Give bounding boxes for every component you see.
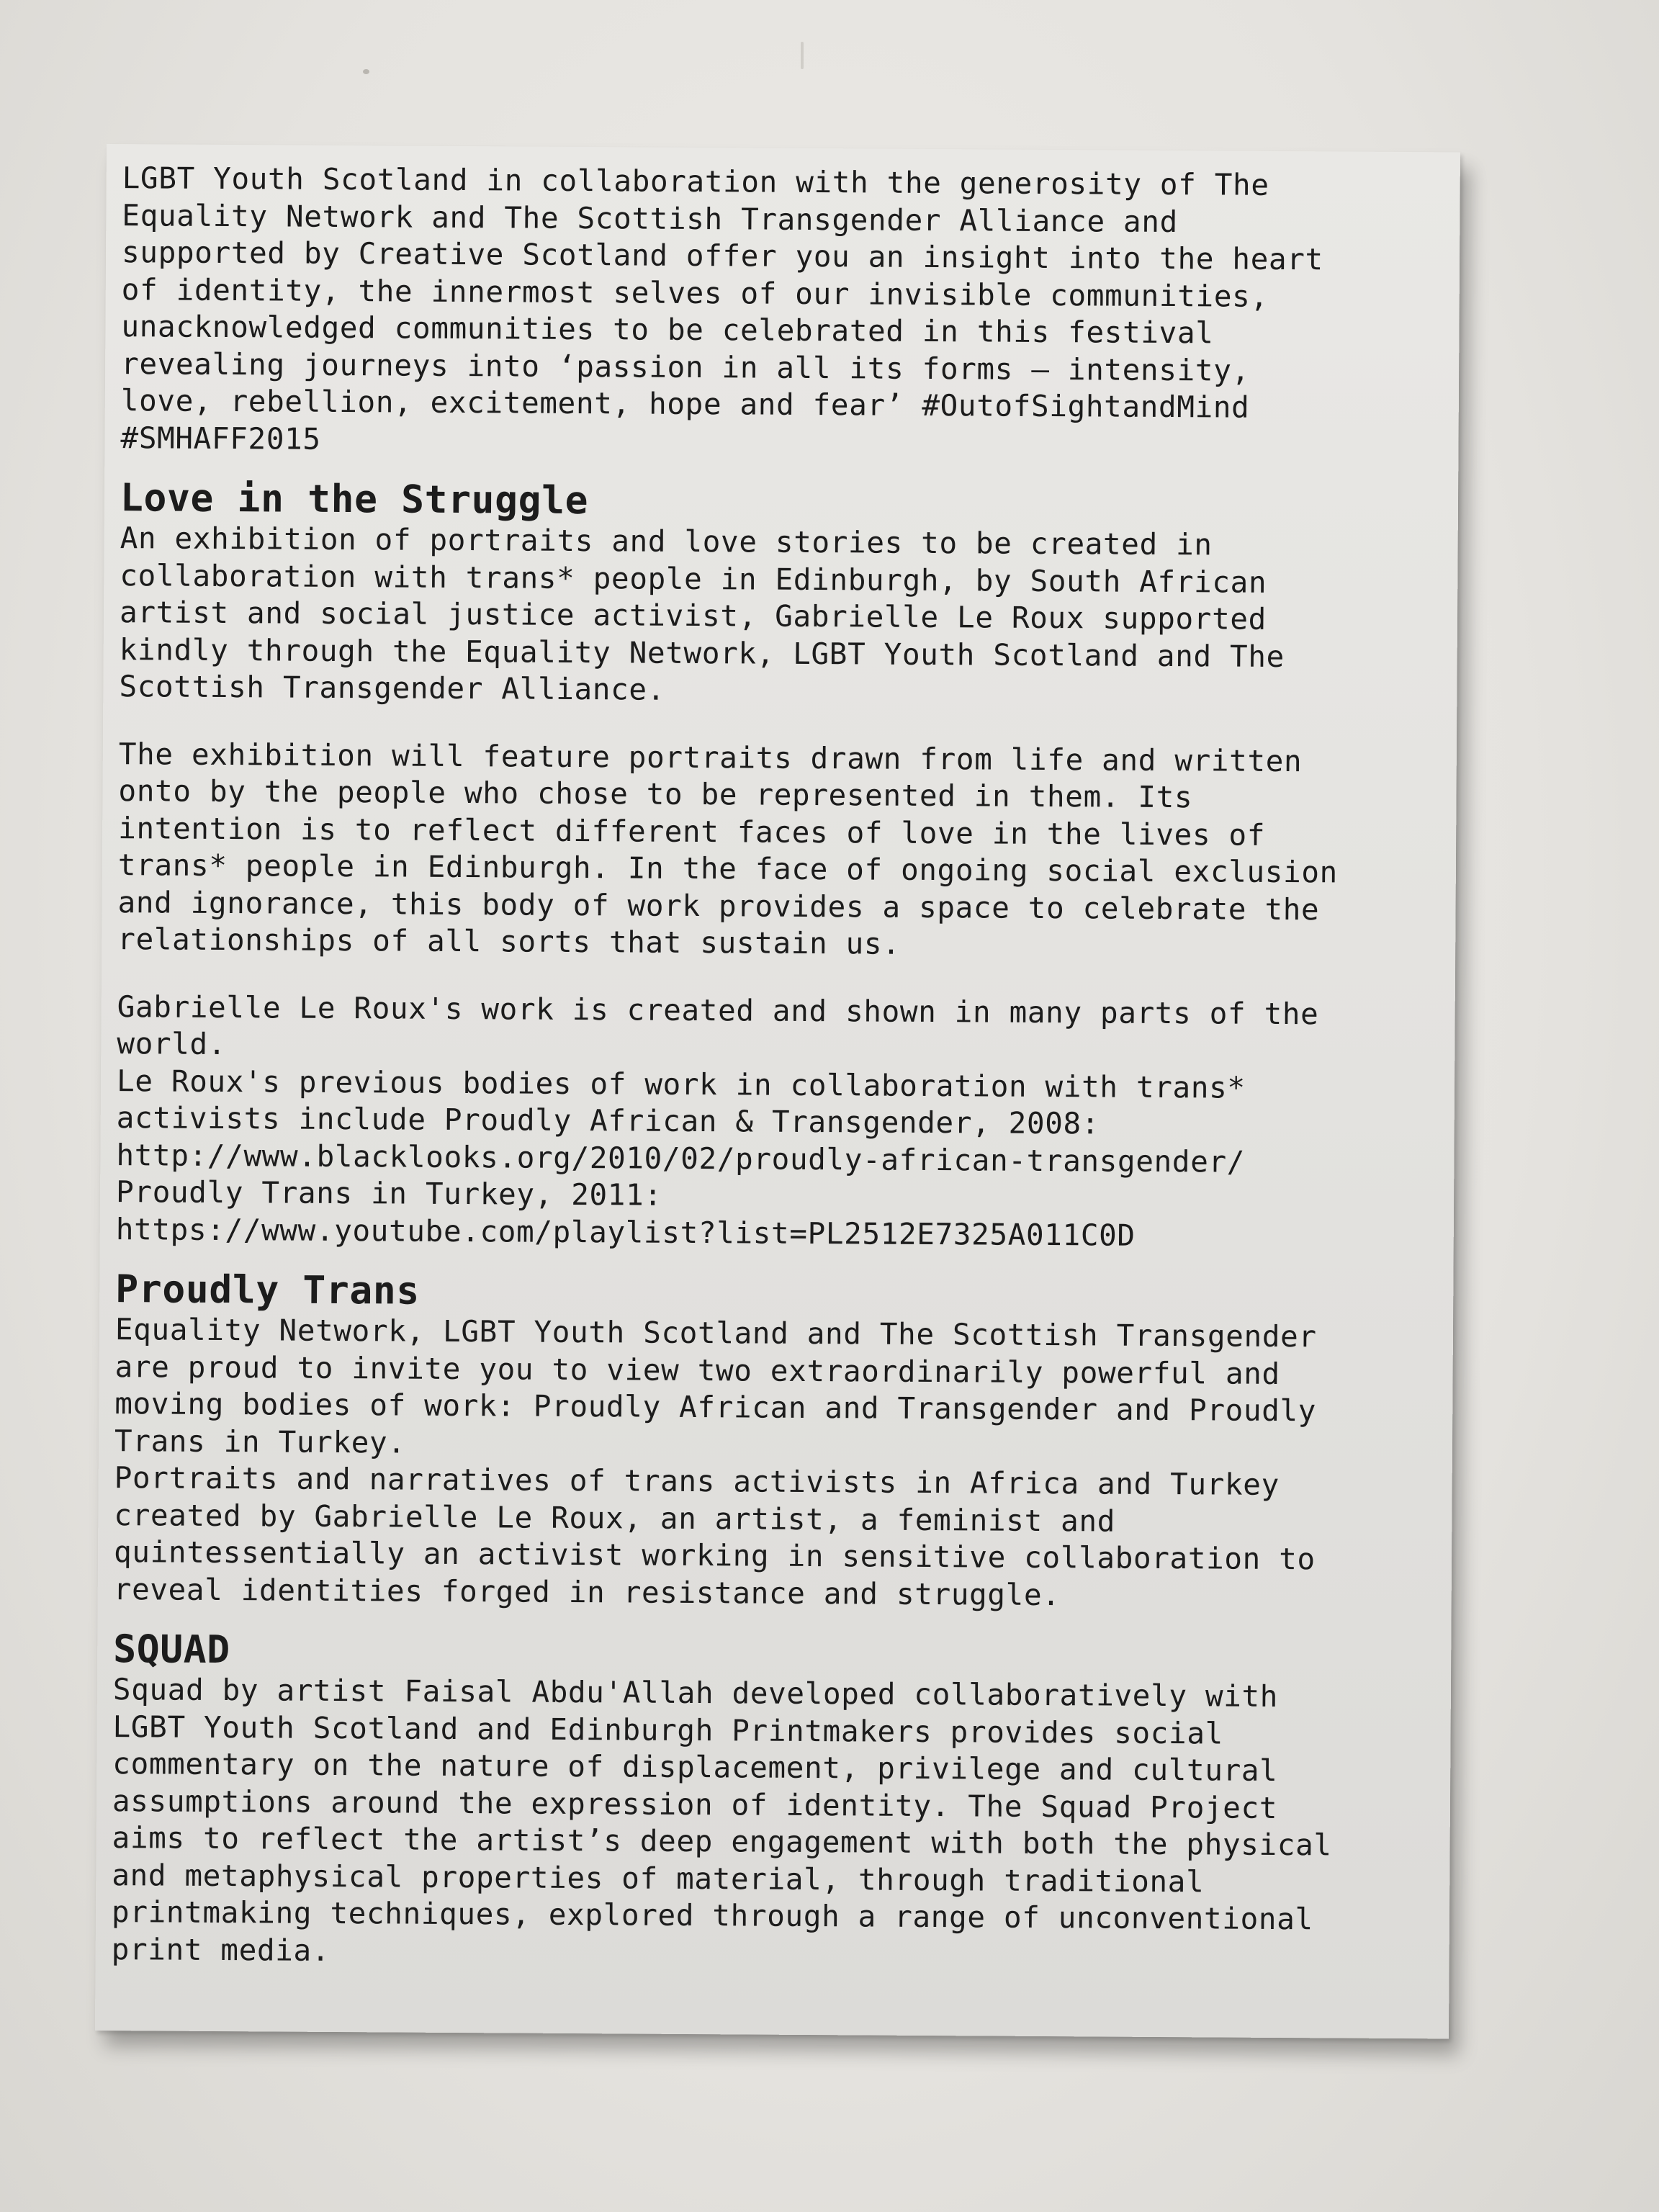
body-line: Equality Network, LGBT Youth Scotland and The Scottish Transgender — [114, 1312, 1317, 1354]
body-line: print media. — [111, 1931, 331, 1968]
intro-line: supported by Creative Scotland offer you an insight into the heart — [121, 235, 1323, 277]
body-line: kindly through the Equality Network, LGBT Youth Scotland and The — [119, 631, 1285, 674]
section-heading: Proudly Trans — [115, 1267, 421, 1313]
intro-line: revealing journeys into ‘passion in all its forms – intensity, — [120, 346, 1250, 388]
proudly-trans-section — [114, 1268, 1441, 1616]
panel-content — [112, 160, 1447, 1976]
wall-mark — [363, 69, 369, 74]
body-line: reveal identities forged in resistance and struggle. — [113, 1571, 1061, 1612]
intro-line: #SMHAFF2015 — [120, 420, 321, 457]
url-text: http://www.blacklooks.org/2010/02/proudly-african-transgender/ — [116, 1137, 1246, 1179]
body-line: quintessentially an activist working in sensitive collaboration to — [113, 1534, 1316, 1577]
body-line: moving bodies of work: Proudly African and Transgender and Proudly — [114, 1386, 1317, 1429]
body-line: and ignorance, this body of work provides a space to celebrate the — [117, 884, 1320, 927]
intro-line: Equality Network and The Scottish Transgender Alliance and — [122, 197, 1179, 239]
intro-line: of identity, the innermost selves of our invisible communities, — [121, 271, 1269, 314]
body-line: activists include Proudly African & Transgender, 2008: — [116, 1100, 1100, 1141]
exhibition-text-panel — [95, 144, 1460, 2038]
body-line: are proud to invite you to view two extraordinarily powerful and — [114, 1349, 1280, 1391]
body-line: trans* people in Edinburgh. In the face of ongoing social exclusion — [117, 848, 1339, 890]
body-line: LGBT Youth Scotland and Edinburgh Printmakers provides social — [112, 1709, 1224, 1751]
intro-line: LGBT Youth Scotland in collaboration with the generosity of The — [122, 161, 1269, 202]
body-line: Trans in Turkey. — [114, 1423, 406, 1460]
url-text: https://www.youtube.com/playlist?list=PL2512E7325A011C0D — [115, 1211, 1136, 1253]
body-line: world. — [117, 1026, 227, 1062]
body-line: relationships of all sorts that sustain us. — [117, 922, 901, 961]
body-line: and metaphysical properties of material, through traditional — [112, 1857, 1205, 1899]
intro-paragraph — [120, 160, 1447, 464]
body-line: created by Gabrielle Le Roux, an artist, a feminist and — [114, 1497, 1116, 1539]
body-line: collaboration with trans* people in Edinburgh, by South African — [120, 557, 1267, 600]
intro-line: unacknowledged communities to be celebrated in this festival — [121, 309, 1214, 351]
body-line: assumptions around the expression of identity. The Squad Project — [112, 1783, 1278, 1825]
love-in-the-struggle-section — [116, 477, 1446, 1256]
squad-section — [112, 1628, 1439, 1976]
body-line: intention is to reflect different faces of love in the lives of — [118, 810, 1266, 853]
body-line: commentary on the nature of displacement, privilege and cultural — [112, 1746, 1278, 1788]
intro-line: love, rebellion, excitement, hope and fear’ #OutofSightandMind — [120, 383, 1250, 425]
body-line: printmaking techniques, explored through a range of unconventional — [111, 1894, 1313, 1937]
body-line: Squad by artist Faisal Abdu'Allah developed collaboratively with — [112, 1672, 1279, 1714]
section-heading: SQUAD — [113, 1627, 230, 1673]
wall-mark — [801, 42, 804, 69]
section-heading: Love in the Struggle — [120, 476, 589, 523]
body-line: The exhibition will feature portraits drawn from life and written — [118, 736, 1303, 778]
body-line: Gabrielle Le Roux's work is created and shown in many parts of the — [117, 989, 1319, 1031]
body-line: Le Roux's previous bodies of work in collaboration with trans* — [116, 1063, 1246, 1105]
body-line: Scottish Transgender Alliance. — [119, 669, 666, 707]
body-line: An exhibition of portraits and love stories to be created in — [120, 521, 1213, 562]
body-line: Portraits and narratives of trans activists in Africa and Turkey — [114, 1460, 1280, 1502]
body-line: Proudly Trans in Turkey, 2011: — [115, 1174, 662, 1213]
body-line: onto by the people who chose to be represented in them. Its — [118, 773, 1193, 815]
body-line: artist and social justice activist, Gabrielle Le Roux supported — [119, 595, 1267, 637]
body-line: aims to reflect the artist’s deep engagement with both the physical — [112, 1820, 1332, 1863]
